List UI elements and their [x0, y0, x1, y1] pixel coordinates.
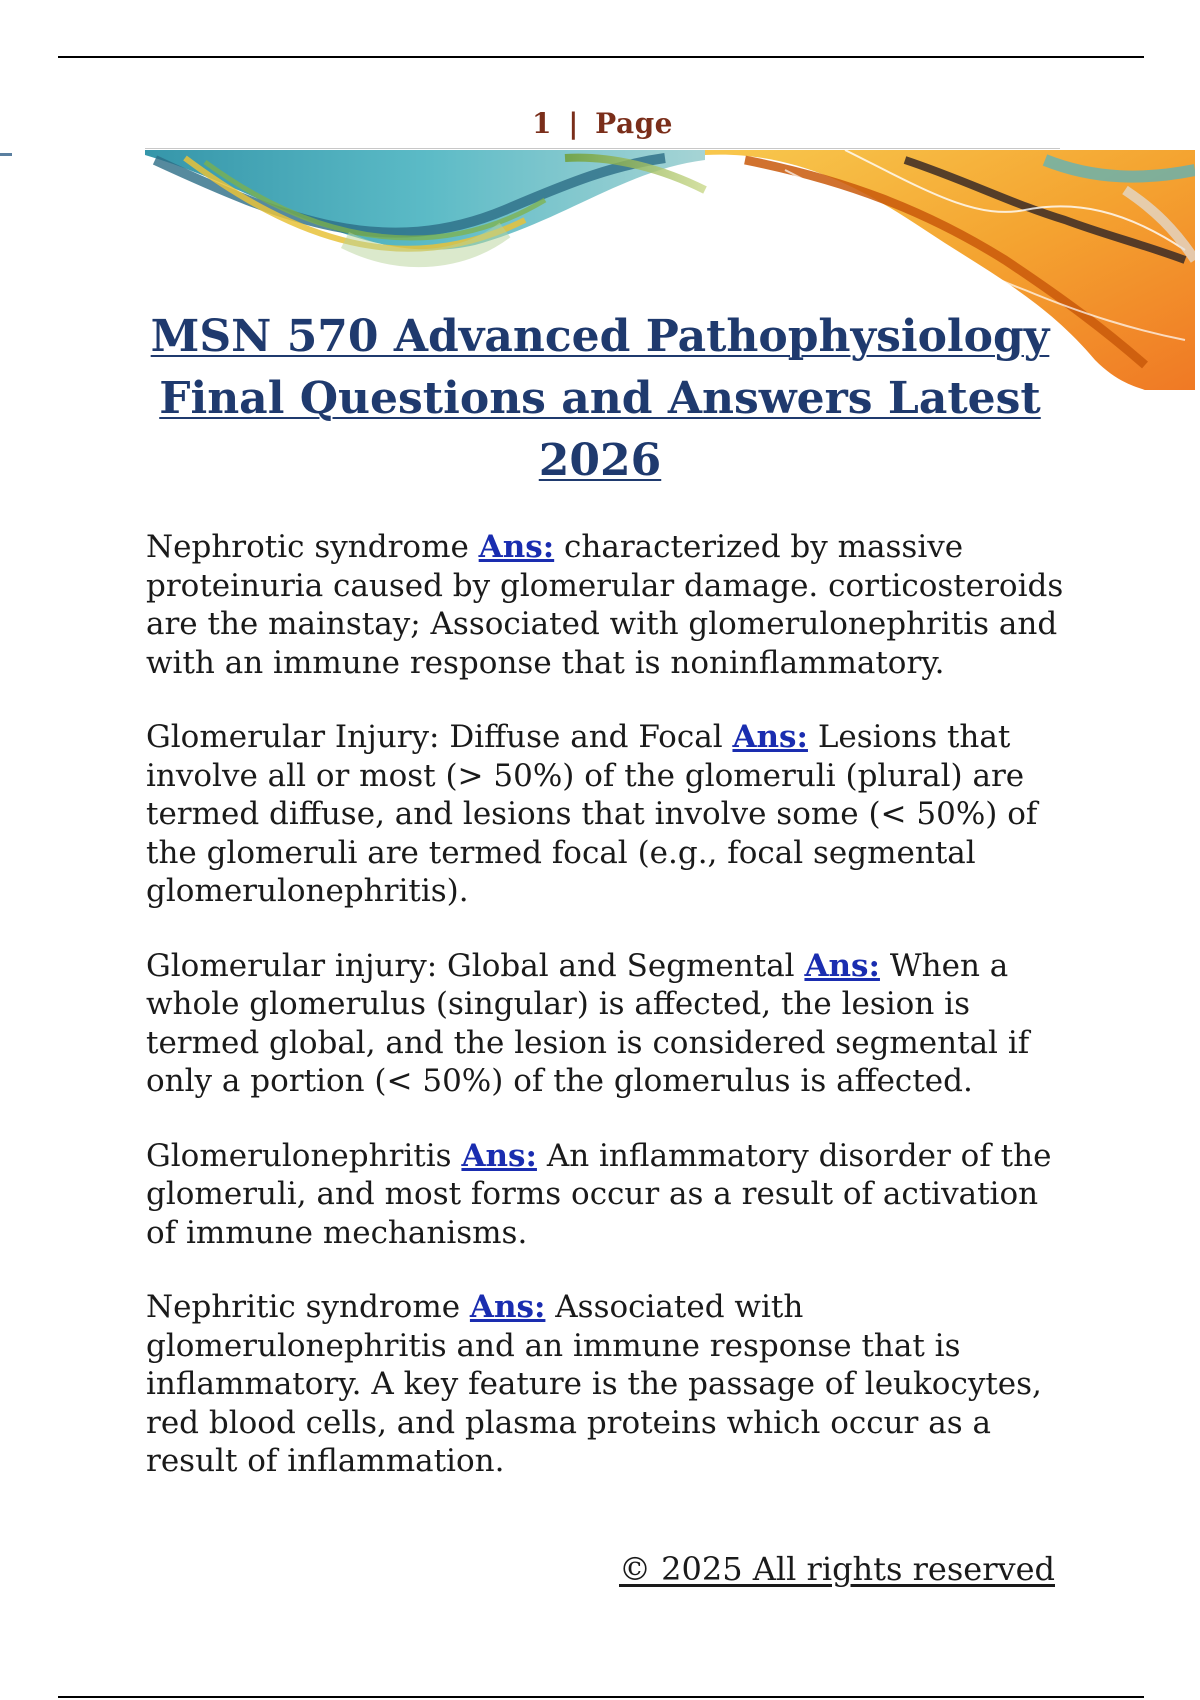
header-underline [145, 148, 1060, 149]
qa-entry [146, 1288, 1066, 1481]
answer-link[interactable]: Ans: [804, 947, 880, 984]
qa-entry [146, 528, 1066, 682]
page-header [145, 107, 1060, 140]
answer-link[interactable]: Ans: [732, 719, 808, 755]
page-label: Page [595, 107, 673, 140]
answer-link[interactable]: Ans: [478, 529, 555, 565]
answer-text: characterized by massive proteinuria caused by glomerular damage. corticosteroids are the mainstay; Associated with glomerulonephritis and with an immune response that is noninflammatory. [146, 529, 1064, 681]
qa-entry [146, 947, 1066, 1101]
answer-text: Lesions that involve all or most (> 50%) of the glomeruli (plural) are termed diffuse, and lesions that involve some (< 50%) of the glomeruli are termed focal (e.g., focal segmental glomerulonephritis). [146, 719, 1038, 909]
qa-entry [146, 718, 1066, 911]
answer-text: When a whole glomerulus (singular) is affected, the lesion is termed global, and the lesion is considered segmental if only a portion (< 50%) of the glomerulus is affected. [146, 947, 1030, 1099]
term: Glomerulonephritis [146, 1137, 452, 1174]
term: Glomerular injury: Global and Segmental [146, 947, 795, 984]
bottom-rule [58, 1696, 1144, 1698]
term: Nephritic syndrome [146, 1289, 461, 1325]
answer-link[interactable]: Ans: [469, 1289, 546, 1325]
term: Glomerular Injury: Diffuse and Focal [146, 719, 723, 755]
page-number: 1 [531, 107, 552, 140]
copyright-footer: © 2025 All rights reserved [619, 1550, 1055, 1588]
document-title: MSN 570 Advanced Pathophysiology Final Questions and Answers Latest 2026 [150, 311, 1050, 486]
left-edge-mark [0, 153, 12, 156]
answer-text: An inflammatory disorder of the glomeruli, and most forms occur as a result of activation of immune mechanisms. [146, 1137, 1052, 1251]
page-separator: | [568, 107, 579, 140]
term: Nephrotic syndrome [146, 529, 469, 565]
top-rule [58, 56, 1144, 58]
answer-text: Associated with glomerulonephritis and an immune response that is inflammatory. A key feature is the passage of leukocytes, red blood cells, and plasma proteins which occur as a result of inflammation. [146, 1289, 1042, 1479]
qa-list [146, 528, 1066, 1517]
qa-entry [146, 1137, 1066, 1253]
answer-link[interactable]: Ans: [461, 1137, 537, 1174]
